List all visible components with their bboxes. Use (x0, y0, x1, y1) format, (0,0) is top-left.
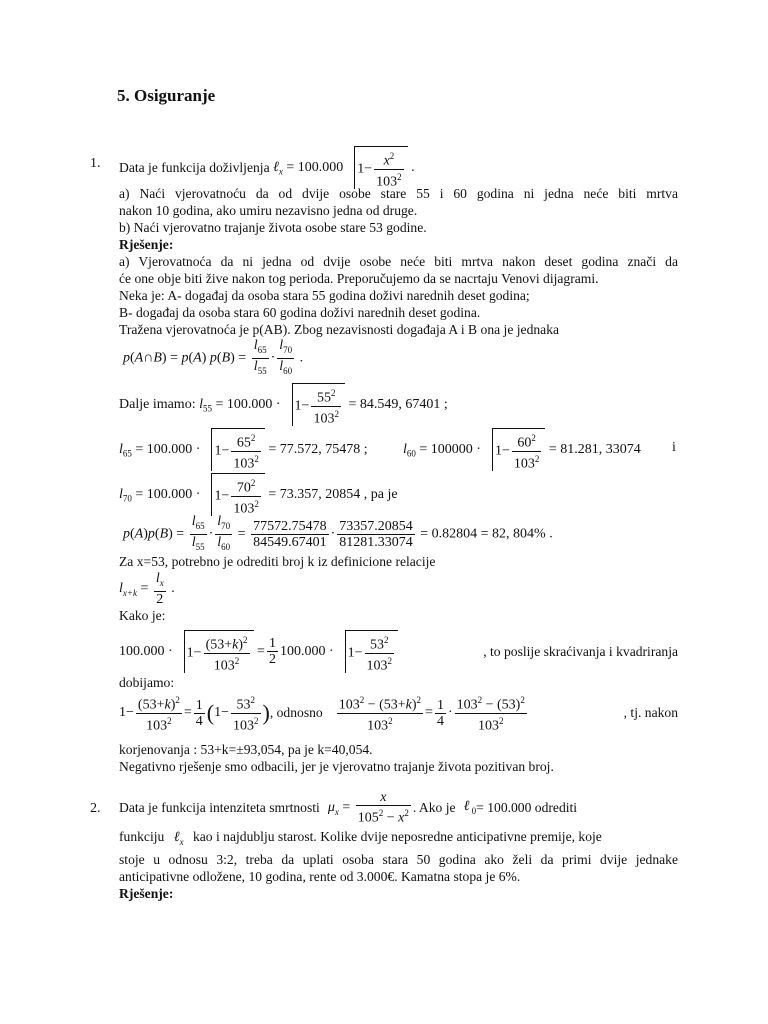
solution-text-4: B- događaj da osoba stara 60 godina doživi narednih deset godina. (119, 305, 481, 320)
problem-2-number: 2. (90, 801, 101, 816)
p2-line1c: = 100.000 odrediti (476, 799, 578, 815)
tj-text: , tj. nakon (623, 705, 678, 721)
problem-2-line1: Data je funkcija intenziteta smrtnosti $\mu_x$ = $\frac{x}{105^2 - x^2}$ . Ako je ℓ $_0$ = 100.000 odrediti (119, 790, 678, 826)
problem-1-intro-line (119, 146, 415, 189)
p2-line1a: Data je funkcija intenziteta smrtnosti (119, 799, 320, 815)
formula-pab-numeric: p(A)p(B) = $\frac{l_{65}}{l_{55}}$ · $\frac{l_{70}}{l_{60}}$ = $\frac{77572.75478}{84549.67401}$ · $\frac{73357.20854}{81281.33074}$ = 0.82804 = 82, 804% . (123, 514, 553, 552)
dobijamo-label: dobijamo: (119, 675, 175, 690)
problem-2-line3: stoje u odnosu 3:2, treba da uplati osoba stara 50 godina ako želi da primi dvije jednake (119, 852, 678, 867)
p2-line2a: funkciju (119, 829, 165, 844)
odnosno-text: , odnosno (269, 705, 323, 721)
l65-result: = 77.572, 75478 ; (268, 441, 368, 457)
kako-label: Kako je: (119, 608, 166, 623)
solution-heading-2: Rješenje: (119, 886, 174, 901)
formula-l60: $l_{60} = 100000 \cdot 1-$ $\frac{60^2}{103^2}$ = 81.281, 33074 (403, 428, 641, 471)
dalje-label: Dalje imamo: (119, 396, 196, 412)
question-b: b) Naći vjerovatno trajanje života osobe stare 53 godine. (119, 220, 427, 235)
l60-result: = 81.281, 33074 (548, 441, 641, 457)
solution-text-6: Za x=53, potrebno je odrediti broj k iz definicione relacije (119, 554, 436, 569)
problem-1-number: 1. (90, 156, 101, 171)
equation-tail-text: , to poslije skraćivanja i kvadriranja (483, 643, 678, 659)
solution-text-2: će one obje biti žive nakon tog perioda. Preporučujemo da se nacrtaju Venovi dijagrami. (119, 271, 599, 286)
problem-2-line4: anticipativne odložene, 10 godina, rente od 3.000€. Kamatna stopa je 6%. (119, 869, 521, 884)
survival-function-formula: ℓ$_x$ = 100.000 1− $\frac{x^2}{103^2}$ . (273, 146, 415, 189)
formula-l70: $l_{70} = 100.000 \cdot 1-$ $\frac{70^2}{103^2}$ = 73.357, 20854 , pa je (119, 473, 398, 516)
solution-text-5: Tražena vjerovatnoća je p(AB). Zbog nezavisnosti događaja A i B ona je jednaka (119, 322, 560, 337)
formula-derived: 1− $\frac{(53+k)^2}{103^2}$ = $\frac{1}{4}$ ( 1− $\frac{53^2}{103^2}$ ) , odnosno $\frac{103^2 - (53+k)^2}{103^2}$ = $\frac{1}{4}$ · $\frac{103^2 - (53)^2}{103^2}$ , tj. nakon (119, 695, 678, 734)
l70-result: = 73.357, 20854 , pa je (268, 486, 398, 502)
solution-text-1: a) Vjerovatnoća da ni jedna od dvije osobe neće biti mrtva nakon deset godina znači da (119, 254, 678, 269)
question-a-line2: nakon 10 godina, ako umiru nezavisno jedna od druge. (119, 203, 418, 218)
p2-line2b: kao i najdublju starost. Kolike dvije neposredne anticipativne premije, koje (192, 829, 602, 844)
solution-heading-1: Rješenje: (119, 237, 174, 252)
korjenovanje-text: korjenovanja : 53+k=±93,054, pa je k=40,054. (119, 742, 373, 757)
section-title: 5. Osiguranje (117, 86, 216, 105)
problem-2-line2: funkciju ℓ$_x$ kao i najdublju starost. Kolike dvije neposredne anticipativne premije, koje (119, 829, 602, 847)
negative-solution-text: Negativno rješenje smo odbacili, jer je vjerovatno trajanje života pozitivan broj. (119, 759, 554, 774)
formula-l65: $l_{65} = 100.000 \cdot 1-$ $\frac{65^2}{103^2}$ = 77.572, 75478 ; (119, 428, 368, 471)
formula-pab: p(A∩B) = p(A) p(B) = $\frac{l_{65}}{l_{55}}$ · $\frac{l_{70}}{l_{60}}$ . (123, 338, 304, 376)
solution-text-3: Neka je: A- događaj da osoba stara 55 godina doživi narednih deset godina; (119, 288, 530, 303)
formula-l55: Dalje imamo: $l_{55} = 100.000 \cdot 1-$ $\frac{55^2}{103^2}$ = 84.549, 67401 ; (119, 383, 448, 426)
p2-line1b: . Ako je (412, 799, 456, 815)
formula-definition: $l_{x+k}$ = $\frac{l_x}{2}$ . (119, 571, 175, 607)
mortality-intensity-formula: $\mu_x$ = $\frac{x}{105^2 - x^2}$ (327, 790, 409, 826)
conj-i: i (672, 440, 676, 455)
l55-result: = 84.549, 67401 ; (348, 396, 448, 412)
problem-1-intro: Data je funkcija doživljenja (119, 159, 270, 175)
pab-result: = 0.82804 = 82, 804% . (420, 526, 553, 542)
question-a-line1: a) Naći vjerovatnoću da od dvije osobe stare 55 i 60 godina ni jedna neće biti mrtva (119, 186, 678, 201)
formula-main-equation: 100.000 · 1− $\frac{(53+k)^2}{103^2}$ = $\frac{1}{2}$ 100.000 · 1− $\frac{53^2}{103^2}$ , to poslije skraćivanja i kvadriranja (119, 630, 678, 673)
